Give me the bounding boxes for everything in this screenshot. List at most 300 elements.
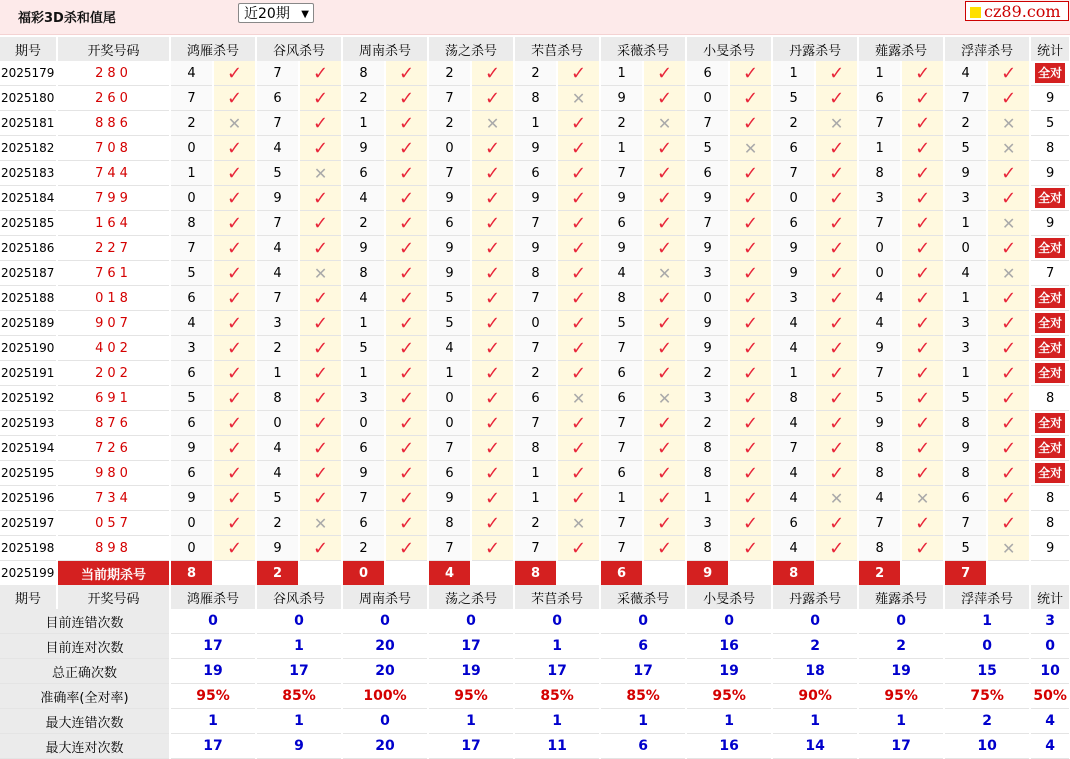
draw-numbers: 744 <box>57 161 170 186</box>
kill-value: 0 <box>944 236 987 261</box>
kill-value: 1 <box>428 361 471 386</box>
blank-cell <box>299 561 342 586</box>
kill-value: 7 <box>600 161 643 186</box>
cross-icon: ✕ <box>815 486 858 511</box>
draw-numbers: 708 <box>57 136 170 161</box>
check-icon: ✓ <box>643 486 686 511</box>
issue-cell: 2025188 <box>0 286 57 311</box>
kill-value: 7 <box>858 511 901 536</box>
kill-value: 3 <box>686 261 729 286</box>
check-icon: ✓ <box>987 436 1030 461</box>
check-icon: ✓ <box>987 311 1030 336</box>
kill-value: 4 <box>858 311 901 336</box>
stats-row <box>0 684 1070 709</box>
kill-value: 1 <box>686 486 729 511</box>
kill-value: 1 <box>256 361 299 386</box>
kill-value: 6 <box>514 161 557 186</box>
check-icon: ✓ <box>471 536 514 561</box>
check-icon: ✓ <box>299 311 342 336</box>
current-kill: 7 <box>944 561 987 586</box>
issue-cell: 2025179 <box>0 61 57 86</box>
stats-value: 20 <box>342 634 428 659</box>
cross-icon: ✕ <box>299 261 342 286</box>
check-icon: ✓ <box>987 411 1030 436</box>
stats-value: 19 <box>428 659 514 684</box>
current-kill: 8 <box>514 561 557 586</box>
kill-value: 9 <box>858 336 901 361</box>
check-icon: ✓ <box>299 436 342 461</box>
kill-value: 4 <box>170 311 213 336</box>
col-header-stat: 统计 <box>1030 37 1070 61</box>
issue-cell: 2025193 <box>0 411 57 436</box>
col-header-expert: 芣苢杀号 <box>514 37 600 61</box>
check-icon: ✓ <box>729 86 772 111</box>
kill-value: 3 <box>944 186 987 211</box>
check-icon: ✓ <box>815 236 858 261</box>
check-icon: ✓ <box>729 311 772 336</box>
stats-value: 16 <box>686 734 772 759</box>
kill-value: 7 <box>514 536 557 561</box>
kill-value: 3 <box>256 311 299 336</box>
check-icon: ✓ <box>213 236 256 261</box>
kill-value: 2 <box>772 111 815 136</box>
col-header-expert: 谷风杀号 <box>256 585 342 609</box>
check-icon: ✓ <box>471 186 514 211</box>
kill-value: 7 <box>256 211 299 236</box>
current-label: 当前期杀号 <box>57 561 170 586</box>
check-icon: ✓ <box>385 436 428 461</box>
check-icon: ✓ <box>729 286 772 311</box>
kill-value: 8 <box>944 461 987 486</box>
kill-value: 7 <box>170 236 213 261</box>
draw-numbers: 799 <box>57 186 170 211</box>
check-icon: ✓ <box>385 461 428 486</box>
check-icon: ✓ <box>299 361 342 386</box>
check-icon: ✓ <box>815 361 858 386</box>
check-icon: ✓ <box>729 236 772 261</box>
check-icon: ✓ <box>213 411 256 436</box>
kill-value: 7 <box>600 336 643 361</box>
issue-cell: 2025198 <box>0 536 57 561</box>
table-row <box>0 361 1070 386</box>
check-icon: ✓ <box>557 61 600 86</box>
check-icon: ✓ <box>299 136 342 161</box>
check-icon: ✓ <box>471 411 514 436</box>
kill-value: 5 <box>686 136 729 161</box>
kill-value: 5 <box>428 286 471 311</box>
kill-value: 0 <box>514 311 557 336</box>
issue-cell: 2025186 <box>0 236 57 261</box>
kill-value: 4 <box>772 461 815 486</box>
check-icon: ✓ <box>643 211 686 236</box>
col-header-issue: 期号 <box>0 585 57 609</box>
check-icon: ✓ <box>901 386 944 411</box>
kill-value: 6 <box>342 511 385 536</box>
cross-icon: ✕ <box>987 211 1030 236</box>
kill-value: 0 <box>858 236 901 261</box>
kill-value: 6 <box>428 211 471 236</box>
kill-value: 1 <box>342 111 385 136</box>
kill-value: 2 <box>256 511 299 536</box>
stats-value: 19 <box>170 659 256 684</box>
kill-value: 5 <box>600 311 643 336</box>
stats-value: 95% <box>170 684 256 709</box>
check-icon: ✓ <box>385 61 428 86</box>
kill-value: 8 <box>686 536 729 561</box>
check-icon: ✓ <box>385 161 428 186</box>
stat-cell: 9 <box>1030 161 1070 186</box>
kill-value: 0 <box>170 136 213 161</box>
stats-row <box>0 634 1070 659</box>
stats-value: 1 <box>256 634 342 659</box>
kill-value: 8 <box>858 461 901 486</box>
check-icon: ✓ <box>471 336 514 361</box>
period-select[interactable] <box>238 3 314 23</box>
check-icon: ✓ <box>987 161 1030 186</box>
check-icon: ✓ <box>815 161 858 186</box>
check-icon: ✓ <box>213 361 256 386</box>
kill-value: 8 <box>686 436 729 461</box>
blank-cell <box>729 561 772 586</box>
kill-value: 6 <box>600 386 643 411</box>
kill-value: 1 <box>600 136 643 161</box>
current-kill: 2 <box>858 561 901 586</box>
kill-value: 4 <box>342 286 385 311</box>
kill-value: 2 <box>428 111 471 136</box>
kill-value: 9 <box>686 311 729 336</box>
stats-value: 17 <box>256 659 342 684</box>
check-icon: ✓ <box>643 361 686 386</box>
stats-value: 6 <box>600 734 686 759</box>
blank-cell <box>1030 561 1070 586</box>
issue-cell: 2025182 <box>0 136 57 161</box>
kill-value: 7 <box>428 436 471 461</box>
kill-value: 0 <box>772 186 815 211</box>
stats-value: 1 <box>256 709 342 734</box>
stats-value: 20 <box>342 734 428 759</box>
current-kill: 4 <box>428 561 471 586</box>
check-icon: ✓ <box>299 186 342 211</box>
kill-value: 0 <box>170 186 213 211</box>
stats-total: 0 <box>1030 634 1070 659</box>
kill-value: 9 <box>772 236 815 261</box>
check-icon: ✓ <box>815 61 858 86</box>
draw-numbers: 202 <box>57 361 170 386</box>
kill-value: 2 <box>514 511 557 536</box>
stat-cell <box>1030 411 1070 436</box>
cross-icon: ✕ <box>987 536 1030 561</box>
check-icon: ✓ <box>299 386 342 411</box>
check-icon: ✓ <box>643 161 686 186</box>
col-header-expert: 小旻杀号 <box>686 585 772 609</box>
kill-value: 7 <box>600 411 643 436</box>
table-row <box>0 311 1070 336</box>
stat-cell: 9 <box>1030 536 1070 561</box>
kill-value: 6 <box>600 361 643 386</box>
stats-value: 10 <box>944 734 1030 759</box>
table-row <box>0 61 1070 86</box>
col-header-expert: 采薇杀号 <box>600 37 686 61</box>
check-icon: ✓ <box>729 461 772 486</box>
kill-value: 4 <box>256 436 299 461</box>
check-icon: ✓ <box>557 411 600 436</box>
all-right-badge: 全对 <box>1035 438 1065 458</box>
kill-value: 0 <box>170 511 213 536</box>
kill-value: 4 <box>428 336 471 361</box>
cross-icon: ✕ <box>987 136 1030 161</box>
check-icon: ✓ <box>643 311 686 336</box>
check-icon: ✓ <box>729 261 772 286</box>
kill-value: 7 <box>256 286 299 311</box>
kill-value: 1 <box>772 61 815 86</box>
check-icon: ✓ <box>557 136 600 161</box>
kill-value: 7 <box>858 211 901 236</box>
stats-value: 17 <box>428 634 514 659</box>
check-icon: ✓ <box>815 536 858 561</box>
draw-numbers: 057 <box>57 511 170 536</box>
kill-value: 3 <box>686 511 729 536</box>
kill-value: 1 <box>600 486 643 511</box>
kill-value: 3 <box>342 386 385 411</box>
col-header-expert: 鸿雁杀号 <box>170 37 256 61</box>
stats-value: 2 <box>858 634 944 659</box>
kill-value: 2 <box>342 211 385 236</box>
stats-value: 0 <box>772 609 858 634</box>
col-header-issue: 期号 <box>0 37 57 61</box>
check-icon: ✓ <box>987 386 1030 411</box>
kill-value: 9 <box>256 186 299 211</box>
current-kill: 9 <box>686 561 729 586</box>
kill-value: 5 <box>170 261 213 286</box>
stats-value: 95% <box>686 684 772 709</box>
kill-value: 5 <box>944 536 987 561</box>
col-header-expert: 采薇杀号 <box>600 585 686 609</box>
logo-text: cz89.com <box>984 2 1061 21</box>
check-icon: ✓ <box>471 361 514 386</box>
check-icon: ✓ <box>385 236 428 261</box>
stats-label: 目前连对次数 <box>0 634 170 659</box>
table-row <box>0 161 1070 186</box>
check-icon: ✓ <box>299 486 342 511</box>
stats-value: 1 <box>772 709 858 734</box>
kill-value: 5 <box>428 311 471 336</box>
logo-square-icon <box>970 7 981 18</box>
draw-numbers: 898 <box>57 536 170 561</box>
kill-value: 6 <box>772 511 815 536</box>
check-icon: ✓ <box>471 386 514 411</box>
kill-value: 9 <box>858 411 901 436</box>
issue-cell: 2025180 <box>0 86 57 111</box>
col-header-expert: 丹露杀号 <box>772 585 858 609</box>
table-row <box>0 86 1070 111</box>
stats-value: 85% <box>256 684 342 709</box>
draw-numbers: 886 <box>57 111 170 136</box>
table-row <box>0 486 1070 511</box>
stats-value: 85% <box>514 684 600 709</box>
check-icon: ✓ <box>213 86 256 111</box>
kill-value: 6 <box>170 461 213 486</box>
check-icon: ✓ <box>471 461 514 486</box>
check-icon: ✓ <box>471 236 514 261</box>
check-icon: ✓ <box>299 61 342 86</box>
draw-numbers: 907 <box>57 311 170 336</box>
check-icon: ✓ <box>901 361 944 386</box>
kill-value: 9 <box>342 461 385 486</box>
kill-value: 9 <box>772 261 815 286</box>
stats-value: 100% <box>342 684 428 709</box>
draw-numbers: 726 <box>57 436 170 461</box>
current-kill: 8 <box>772 561 815 586</box>
all-right-badge: 全对 <box>1035 338 1065 358</box>
stat-cell <box>1030 61 1070 86</box>
col-header-expert: 周南杀号 <box>342 37 428 61</box>
draw-numbers: 018 <box>57 286 170 311</box>
kill-value: 9 <box>600 236 643 261</box>
kill-value: 4 <box>772 336 815 361</box>
kill-value: 9 <box>944 436 987 461</box>
kill-value: 3 <box>858 186 901 211</box>
stat-cell <box>1030 186 1070 211</box>
check-icon: ✓ <box>901 111 944 136</box>
kill-value: 7 <box>600 536 643 561</box>
all-right-badge: 全对 <box>1035 188 1065 208</box>
kill-value: 9 <box>428 486 471 511</box>
check-icon: ✓ <box>471 311 514 336</box>
kill-value: 2 <box>342 86 385 111</box>
check-icon: ✓ <box>901 411 944 436</box>
kill-value: 3 <box>772 286 815 311</box>
stat-cell: 7 <box>1030 261 1070 286</box>
check-icon: ✓ <box>815 386 858 411</box>
check-icon: ✓ <box>213 286 256 311</box>
stats-total: 10 <box>1030 659 1070 684</box>
kill-value: 0 <box>170 536 213 561</box>
stats-value: 1 <box>170 709 256 734</box>
check-icon: ✓ <box>729 386 772 411</box>
kill-value: 2 <box>428 61 471 86</box>
stats-value: 0 <box>858 609 944 634</box>
check-icon: ✓ <box>987 186 1030 211</box>
check-icon: ✓ <box>213 161 256 186</box>
check-icon: ✓ <box>643 186 686 211</box>
stats-value: 0 <box>342 709 428 734</box>
blank-cell <box>901 561 944 586</box>
check-icon: ✓ <box>471 436 514 461</box>
kill-value: 8 <box>686 461 729 486</box>
stats-label: 准确率(全对率) <box>0 684 170 709</box>
check-icon: ✓ <box>815 211 858 236</box>
blank-cell <box>815 561 858 586</box>
kill-value: 6 <box>944 486 987 511</box>
kill-value: 6 <box>600 461 643 486</box>
kill-value: 6 <box>514 386 557 411</box>
check-icon: ✓ <box>471 61 514 86</box>
kill-value: 5 <box>256 161 299 186</box>
draw-numbers: 402 <box>57 336 170 361</box>
all-right-badge: 全对 <box>1035 313 1065 333</box>
kill-value: 6 <box>256 86 299 111</box>
kill-value: 8 <box>858 436 901 461</box>
kill-value: 8 <box>600 286 643 311</box>
check-icon: ✓ <box>385 361 428 386</box>
site-logo[interactable] <box>965 1 1069 21</box>
check-icon: ✓ <box>557 311 600 336</box>
cross-icon: ✕ <box>729 136 772 161</box>
check-icon: ✓ <box>299 211 342 236</box>
kill-value: 4 <box>256 261 299 286</box>
kill-value: 3 <box>170 336 213 361</box>
kill-value: 7 <box>772 436 815 461</box>
stat-cell: 9 <box>1030 211 1070 236</box>
kill-value: 1 <box>342 311 385 336</box>
page-title: 福彩3D杀和值尾 <box>18 11 116 26</box>
kill-value: 8 <box>514 261 557 286</box>
check-icon: ✓ <box>557 336 600 361</box>
draw-numbers: 734 <box>57 486 170 511</box>
kill-value: 8 <box>772 386 815 411</box>
check-icon: ✓ <box>729 511 772 536</box>
kill-value: 8 <box>858 161 901 186</box>
kill-value: 7 <box>514 211 557 236</box>
stat-cell <box>1030 286 1070 311</box>
issue-cell: 2025189 <box>0 311 57 336</box>
table-row <box>0 336 1070 361</box>
kill-value: 2 <box>170 111 213 136</box>
kill-value: 0 <box>858 261 901 286</box>
check-icon: ✓ <box>987 511 1030 536</box>
check-icon: ✓ <box>901 311 944 336</box>
period-select-value: 近20期 <box>244 6 290 22</box>
check-icon: ✓ <box>213 536 256 561</box>
check-icon: ✓ <box>557 161 600 186</box>
kill-value: 2 <box>944 111 987 136</box>
stats-value: 2 <box>772 634 858 659</box>
check-icon: ✓ <box>987 236 1030 261</box>
issue-cell: 2025192 <box>0 386 57 411</box>
cross-icon: ✕ <box>557 511 600 536</box>
kill-value: 4 <box>256 236 299 261</box>
stats-value: 75% <box>944 684 1030 709</box>
stats-value: 0 <box>686 609 772 634</box>
kill-value: 0 <box>428 136 471 161</box>
check-icon: ✓ <box>815 186 858 211</box>
kill-value: 1 <box>514 461 557 486</box>
stat-cell: 9 <box>1030 86 1070 111</box>
cross-icon: ✕ <box>643 386 686 411</box>
kill-value: 7 <box>256 61 299 86</box>
kill-value: 9 <box>342 236 385 261</box>
kill-value: 0 <box>428 386 471 411</box>
stat-cell <box>1030 236 1070 261</box>
kill-value: 0 <box>428 411 471 436</box>
col-header-expert: 小旻杀号 <box>686 37 772 61</box>
check-icon: ✓ <box>557 486 600 511</box>
check-icon: ✓ <box>729 186 772 211</box>
check-icon: ✓ <box>299 286 342 311</box>
check-icon: ✓ <box>815 436 858 461</box>
check-icon: ✓ <box>471 261 514 286</box>
check-icon: ✓ <box>299 461 342 486</box>
stats-value: 6 <box>600 634 686 659</box>
issue-cell: 2025195 <box>0 461 57 486</box>
check-icon: ✓ <box>299 86 342 111</box>
issue-cell: 2025190 <box>0 336 57 361</box>
kill-value: 8 <box>256 386 299 411</box>
check-icon: ✓ <box>385 411 428 436</box>
stats-value: 19 <box>858 659 944 684</box>
check-icon: ✓ <box>729 61 772 86</box>
issue-cell: 2025197 <box>0 511 57 536</box>
